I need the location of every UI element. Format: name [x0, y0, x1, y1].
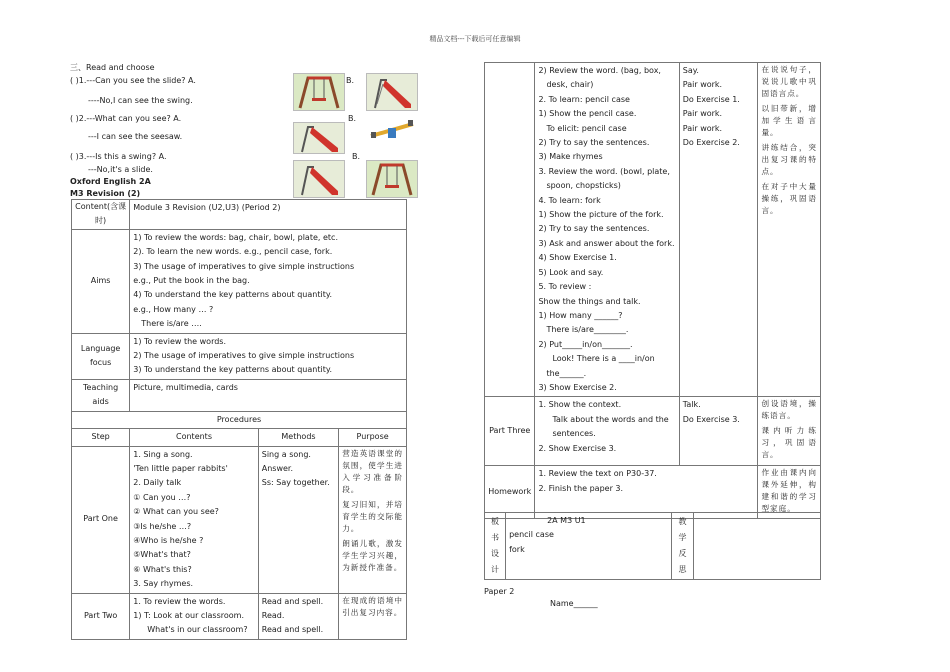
focus-item: 2) The usage of imperatives to give simple instructions [133, 351, 355, 361]
content-line: 2. Daily talk [133, 478, 182, 488]
question-3: ( )3.---Is this a swing? A. [70, 152, 167, 161]
swing-picture [366, 160, 418, 198]
method-line: Read and spell. [261, 596, 324, 606]
page-header: 精品文档---下载后可任意编辑 [429, 35, 521, 43]
purpose-note: 在对子中大量操练，巩固语言。 [761, 182, 817, 215]
content-line: ④Who is he/she ? [133, 535, 204, 545]
step-header: Step [72, 429, 130, 446]
board-design-table [484, 512, 821, 580]
continued-methods [679, 63, 758, 397]
board-design-content [506, 513, 672, 580]
reflect-label-char: 教 [678, 517, 687, 526]
content-line: 1. Sing a song. [133, 449, 193, 459]
aims-row [72, 229, 407, 333]
content-row [72, 200, 407, 230]
part-three-methods [679, 397, 758, 466]
focus-item: 3) To understand the key patterns about quantity. [133, 365, 332, 375]
content-line: 3) Show Exercise 2. [538, 382, 617, 392]
content-line: 1) Show the picture of the fork. [538, 210, 664, 220]
lesson-plan-table [71, 199, 407, 640]
content-line: sentences. [552, 429, 596, 439]
aim-item: 4) To understand the key patterns about quantity. [133, 290, 332, 300]
part-three-purpose [758, 397, 821, 466]
content-line: 3. Review the word. (bowl, plate, [538, 166, 670, 176]
method-line: Pair work. [682, 80, 723, 90]
board-row [485, 513, 821, 580]
method-line: Sing a song. [261, 449, 311, 459]
continued-step [485, 63, 535, 397]
paper-label: Paper 2 [484, 587, 515, 596]
purpose-note: 讲练结合，突出复习课的特点。 [761, 143, 817, 176]
aids-value: Picture, multimedia, cards [130, 379, 407, 411]
part-two-methods [258, 593, 338, 639]
content-line: 5) Look and say. [538, 267, 604, 277]
part-one-row [72, 446, 407, 593]
part-one-purpose [339, 446, 407, 593]
seesaw-picture [366, 115, 418, 143]
method-line: Pair work. [682, 109, 723, 119]
purpose-note: 以旧带新，增加学生语言量。 [761, 104, 817, 137]
content-line: 1. Review the text on P30-37. [538, 469, 657, 479]
purpose-note: 课内听力练习，巩固语言。 [761, 426, 817, 460]
content-line: Look! There is a ____in/on [552, 354, 655, 364]
method-line: Do Exercise 3. [682, 414, 740, 424]
question-1: ( )1.---Can you see the slide? A. [70, 76, 196, 85]
purpose-note: 在说说句子，说说儿歌中巩固语言点。 [761, 65, 817, 98]
exercise-title: 三、Read and choose [70, 63, 155, 72]
question-1-answer: ----No,I can see the swing. [88, 96, 193, 105]
focus-list [130, 333, 407, 379]
continued-purpose [758, 63, 821, 397]
question-1-option-b: B. [346, 76, 355, 85]
homework-contents [535, 466, 758, 519]
method-line: Do Exercise 1. [682, 94, 740, 104]
part-two-continued-row [485, 63, 821, 397]
content-line: desk, chair) [546, 80, 594, 90]
purpose-note: 营造英语课堂的氛围，使学生进入学习准备阶段。 [342, 448, 403, 494]
content-line: 2) Review the word. (bag, box, [538, 66, 661, 75]
content-line: 2. Show Exercise 3. [538, 443, 617, 453]
aims-list [130, 229, 407, 333]
lesson-plan-table-continued [484, 62, 821, 519]
content-line: 5. To review : [538, 282, 592, 292]
question-2-answer: ---I can see the seesaw. [88, 132, 183, 141]
methods-header: Methods [258, 429, 338, 446]
content-line: ⑤What's that? [133, 550, 191, 560]
homework-row [485, 466, 821, 519]
content-line: What's in our classroom? [147, 625, 248, 635]
reflection-content [693, 513, 820, 580]
board-label-char: 板 [491, 517, 500, 526]
method-line: Read and spell. [261, 625, 324, 635]
content-line: 'Ten little paper rabbits' [133, 463, 228, 473]
part-one-step: Part One [72, 446, 130, 593]
part-three-contents [535, 397, 679, 466]
content-line: ① Can you …? [133, 492, 191, 502]
content-line: 2) Put_____in/on_______. [538, 339, 633, 349]
reflect-label-char: 学 [678, 533, 687, 542]
lesson-title: Oxford English 2A [70, 177, 151, 186]
content-line: the______. [546, 368, 587, 378]
part-two-contents [130, 593, 259, 639]
aids-label: Teaching aids [72, 379, 130, 411]
content-line: To elicit: pencil case [546, 123, 627, 133]
aim-item: 1) To review the words: bag, chair, bowl, plate, etc. [133, 232, 338, 242]
aim-item: e.g., How many … ? [133, 304, 214, 314]
content-label: Content(含课时) [72, 200, 130, 230]
method-line: Talk. [682, 400, 701, 410]
name-field: Name______ [550, 599, 598, 608]
method-line: Answer. [261, 463, 294, 473]
content-line: 1. To review the words. [133, 596, 226, 606]
board-label-char: 计 [491, 565, 500, 574]
question-3-option-b: B. [352, 152, 361, 161]
content-value: Module 3 Revision (U2,U3) (Period 2) [130, 200, 407, 230]
question-3-answer: ---No,it's a slide. [88, 165, 153, 174]
board-line: pencil case [509, 530, 554, 540]
focus-row [72, 333, 407, 379]
part-two-row [72, 593, 407, 639]
content-line: 3) Make rhymes [538, 152, 603, 162]
question-2: ( )2.---What can you see? A. [70, 114, 182, 123]
slide-picture [293, 122, 345, 154]
aim-item: 3) The usage of imperatives to give simple instructions [133, 261, 355, 271]
content-line: 4. To learn: fork [538, 195, 601, 205]
content-line: spoon, chopsticks) [546, 181, 621, 191]
content-line: 4) Show Exercise 1. [538, 253, 617, 263]
method-line: Pair work. [682, 123, 723, 133]
content-line: Show the things and talk. [538, 296, 641, 306]
board-label-char: 书 [491, 533, 500, 542]
board-design-label [485, 513, 506, 580]
purpose-note: 复习旧知，并培育学生的交际能力。 [342, 499, 403, 533]
method-line: Do Exercise 2. [682, 138, 740, 148]
purpose-note: 创设语境，操练语言。 [761, 399, 817, 421]
content-line: 2) Try to say the sentences. [538, 138, 650, 148]
reflect-label-char: 反 [678, 549, 687, 558]
content-line: 1) T: Look at our classroom. [133, 610, 244, 620]
content-line: 1. Show the context. [538, 400, 622, 410]
content-line: 1) How many ______? [538, 310, 623, 320]
slide-picture [366, 73, 418, 111]
aim-item: 2). To learn the new words. e.g., pencil case, fork. [133, 247, 333, 257]
method-line: Say. [682, 66, 699, 75]
part-one-contents [130, 446, 259, 593]
content-line: There is/are________. [546, 325, 629, 335]
contents-header: Contents [130, 429, 259, 446]
swing-picture [293, 73, 345, 111]
board-label-char: 设 [491, 549, 500, 558]
purpose-note: 朗诵儿歌，激发学生学习兴趣，为新授作准备。 [342, 538, 403, 572]
content-line: Talk about the words and the [552, 414, 669, 424]
method-line: Read. [261, 610, 285, 620]
content-line: 3. Say rhymes. [133, 579, 194, 589]
purpose-header: Purpose [339, 429, 407, 446]
focus-item: 1) To review the words. [133, 336, 226, 346]
continued-contents [535, 63, 679, 397]
content-line: ② What can you see? [133, 507, 219, 517]
slide-picture [293, 160, 345, 198]
content-line: ⑥ What's this? [133, 564, 192, 574]
content-line: 2. To learn: pencil case [538, 94, 630, 104]
part-two-purpose: 在现成的语境中引出复习内容。 [339, 593, 407, 639]
method-line: Ss: Say together. [261, 478, 330, 488]
procedures-row [72, 411, 407, 428]
part-one-methods [258, 446, 338, 593]
lesson-subtitle: M3 Revision (2) [70, 189, 141, 198]
part-three-row [485, 397, 821, 466]
part-two-step: Part Two [72, 593, 130, 639]
board-line: 2A M3 U1 [547, 516, 586, 525]
content-line: 1) Show the pencil case. [538, 109, 637, 119]
reflect-label-char: 思 [678, 565, 687, 574]
part-three-step: Part Three [485, 397, 535, 466]
aim-item: e.g., Put the book in the bag. [133, 276, 250, 286]
aids-row [72, 379, 407, 411]
homework-purpose: 作业由课内向课外延伸，构建和谐的学习型家庭。 [758, 466, 821, 519]
homework-step: Homework [485, 466, 535, 519]
content-line: ③Is he/she …? [133, 521, 192, 531]
reflection-label [672, 513, 693, 580]
content-line: 2. Finish the paper 3. [538, 483, 624, 493]
content-line: 2) Try to say the sentences. [538, 224, 650, 234]
aim-item: There is/are …. [141, 319, 202, 329]
aims-label: Aims [72, 229, 130, 333]
procedures-heading: Procedures [72, 411, 407, 428]
board-line: fork [509, 544, 525, 554]
question-2-option-b: B. [348, 114, 357, 123]
header-row [72, 429, 407, 446]
content-line: 3) Ask and answer about the fork. [538, 238, 675, 248]
focus-label: Language focus [72, 333, 130, 379]
